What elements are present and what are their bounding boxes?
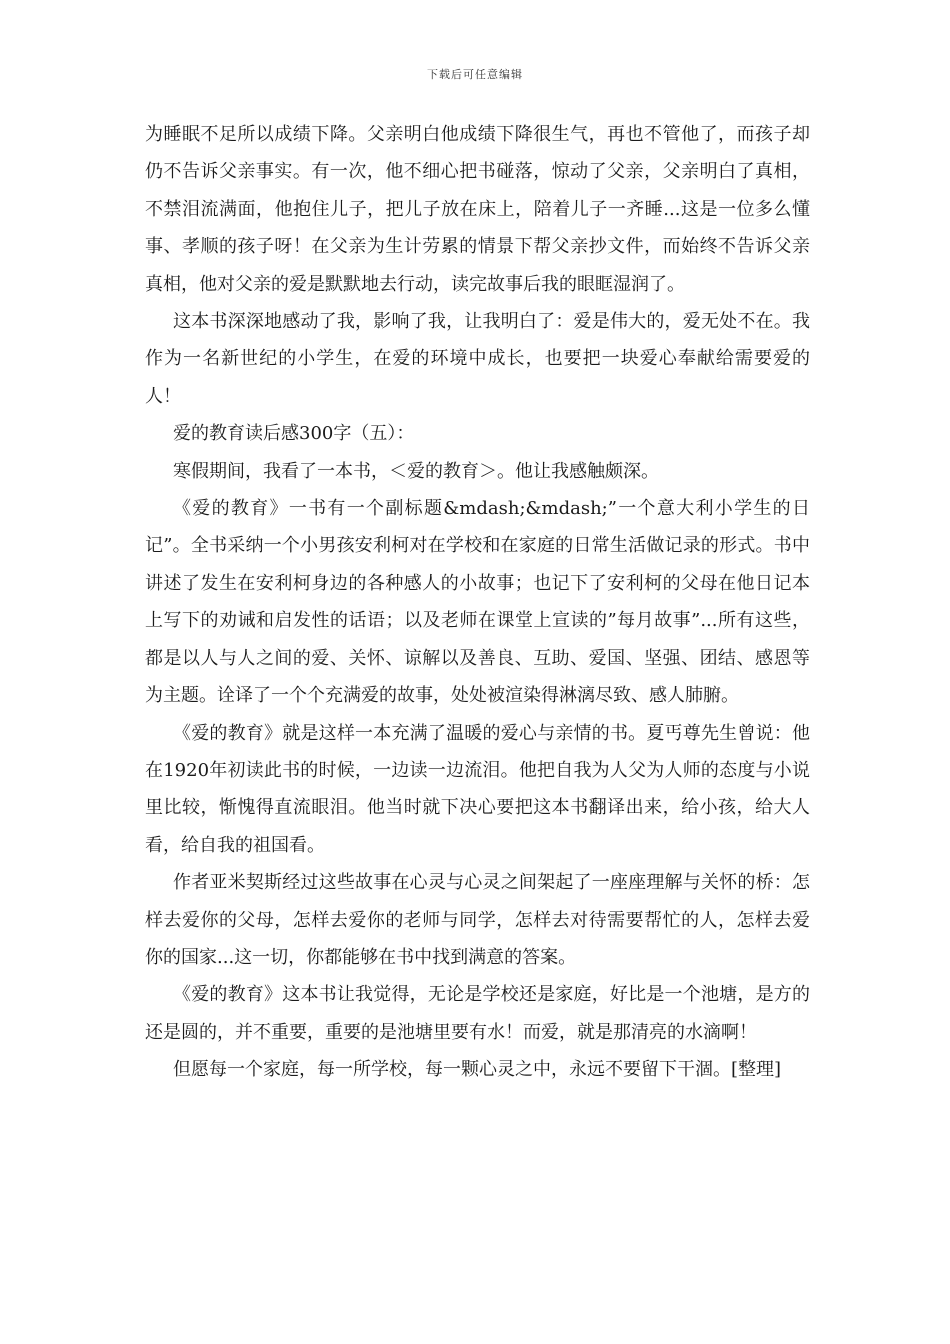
paragraph: 为睡眠不足所以成绩下降。父亲明白他成绩下降很生气，再也不管他了，而孩子却仍不告诉父亲事实。有一次，他不细心把书碰落，惊动了父亲，父亲明白了真相，不禁泪流满面，他抱住儿子，把儿子放在床上，陪着儿子一齐睡...这是一位多么懂事、孝顺的孩子呀！在父亲为生计劳累的情景下帮父亲抄文件，而始终不告诉父亲真相，他对父亲的爱是默默地去行动，读完故事后我的眼眶湿润了。 xyxy=(145,124,810,295)
paragraph: 《爱的教育》这本书让我觉得，无论是学校还是家庭，好比是一个池塘，是方的还是圆的，并不重要，重要的是池塘里要有水！而爱，就是那清亮的水滴啊！ xyxy=(145,984,810,1043)
paragraph: 寒假期间，我看了一本书，＜爱的教育＞。他让我感触颇深。 xyxy=(173,460,659,482)
paragraph: 《爱的教育》就是这样一本充满了温暖的爱心与亲情的书。夏丐尊先生曾说：他在1920年初读此书的时候，一边读一边流泪。他把自我为人父为人师的态度与小说里比较，惭愧得直流眼泪。他当时就下决心要把这本书翻译出来，给小孩，给大人看，给自我的祖国看。 xyxy=(145,722,810,856)
document-body xyxy=(145,116,810,1089)
page-header: 下载后可任意编辑 xyxy=(427,68,523,81)
paragraph: 但愿每一个家庭，每一所学校，每一颗心灵之中，永远不要留下干涸。[整理] xyxy=(173,1059,782,1081)
paragraph: 作者亚米契斯经过这些故事在心灵与心灵之间架起了一座座理解与关怀的桥：怎样去爱你的父母，怎样去爱你的老师与同学，怎样去对待需要帮忙的人，怎样去爱你的国家...这一切，你都能够在书中找到满意的答案。 xyxy=(145,872,810,968)
paragraph: 《爱的教育》一书有一个副标题&mdash;&mdash;”一个意大利小学生的日记”。全书采纳一个小男孩安利柯对在学校和在家庭的日常生活做记录的形式。书中讲述了发生在安利柯身边的各种感人的小故事；也记下了安利柯的父母在他日记本上写下的劝诫和启发性的话语；以及老师在课堂上宣读的”每月故事”...所有这些，都是以人与人之间的爱、关怀、谅解以及善良、互助、爱国、坚强、团结、感恩等为主题。诠译了一个个充满爱的故事，处处被渲染得淋漓尽致、感人肺腑。 xyxy=(145,498,810,707)
paragraph: 这本书深深地感动了我，影响了我，让我明白了：爱是伟大的，爱无处不在。我作为一名新世纪的小学生，在爱的环境中成长，也要把一块爱心奉献给需要爱的人！ xyxy=(145,311,810,407)
section-heading: 爱的教育读后感300字（五）： xyxy=(173,423,415,445)
